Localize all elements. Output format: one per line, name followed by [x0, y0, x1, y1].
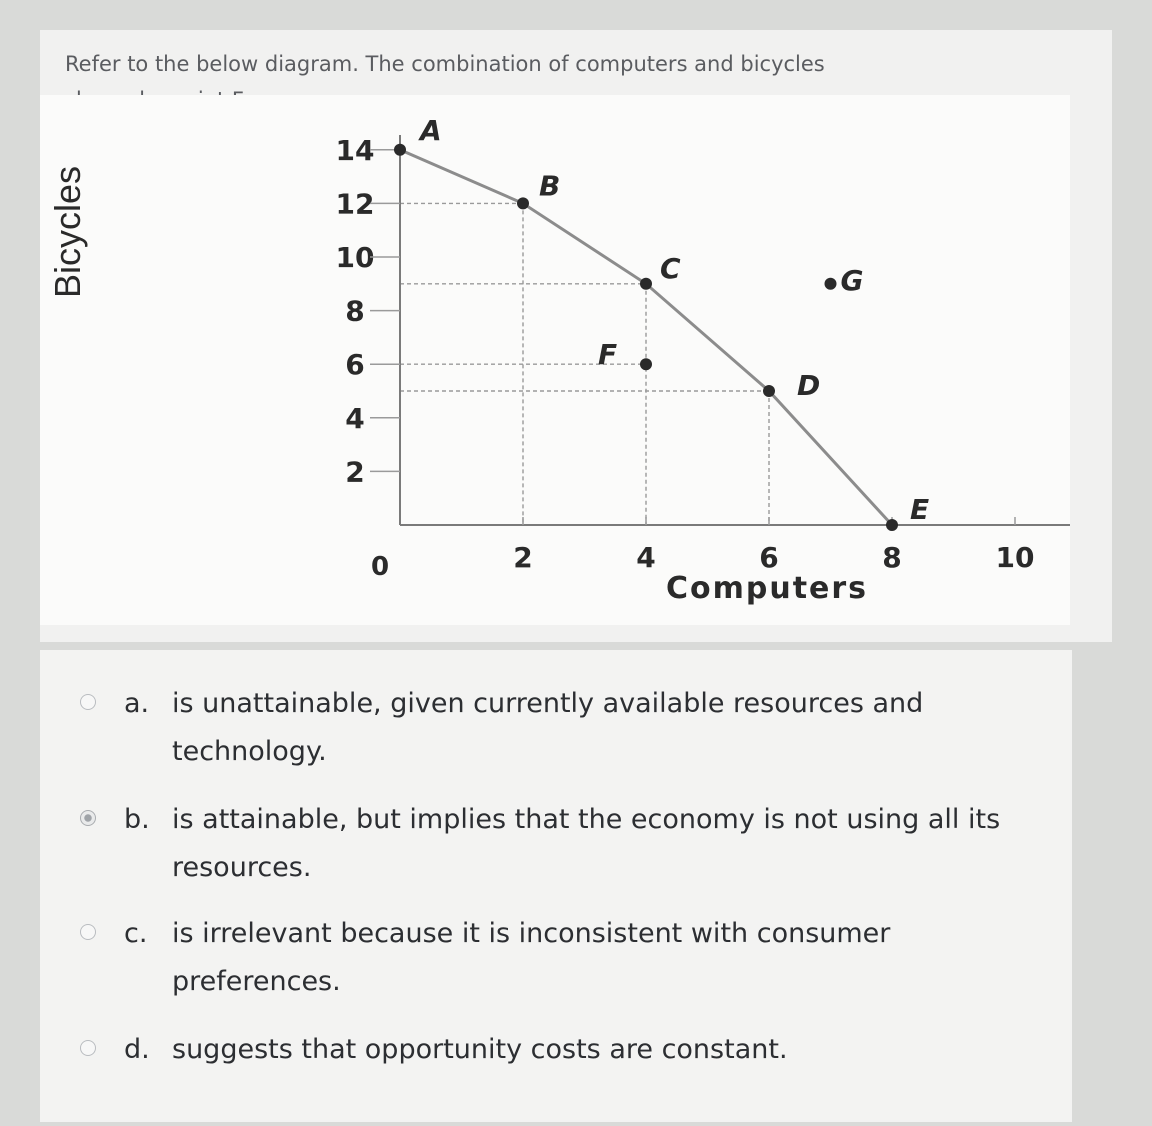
point-e-label: E	[910, 493, 930, 526]
point-f-dot	[640, 358, 652, 370]
y-tick-label: 10	[335, 241, 375, 274]
point-d-label: D	[797, 369, 821, 402]
point-e-dot	[886, 519, 898, 531]
option-d-letter: d.	[124, 1034, 150, 1065]
point-b-dot	[517, 197, 529, 209]
point-g-dot	[825, 278, 837, 290]
x-tick-label: 10	[995, 541, 1035, 574]
option-c-text: is irrelevant because it is inconsistent with consumer preferences.	[172, 918, 891, 997]
y-tick-label: 12	[335, 187, 375, 221]
y-tick-label: 4	[345, 401, 365, 435]
point-b-label: B	[539, 169, 561, 203]
option-a-text: is unattainable, given currently available resources and technology.	[172, 688, 924, 767]
grid-layer	[400, 203, 769, 525]
option-b-letter: b.	[124, 804, 150, 835]
point-c-dot	[640, 278, 652, 290]
y-axis-label: Bicycles	[47, 165, 88, 299]
x-tick-label: 6	[759, 541, 779, 574]
option-a-radio[interactable]	[80, 694, 96, 710]
ppf-diagram	[40, 95, 1070, 625]
x-axis-label: Computers	[665, 571, 869, 606]
point-a-dot	[394, 144, 406, 156]
answer-options	[40, 650, 1072, 1122]
point-f-label: F	[598, 338, 618, 372]
ppf-chart-svg	[40, 95, 1070, 625]
origin-label: 0	[370, 552, 390, 582]
point-c-label: C	[660, 251, 681, 285]
x-tick-label: 4	[636, 541, 656, 574]
y-tick-label: 14	[335, 133, 375, 167]
curve-points	[394, 114, 929, 531]
point-g-label: G	[840, 263, 864, 297]
option-c-letter: c.	[124, 918, 148, 949]
option-a-letter: a.	[124, 688, 150, 719]
question-text: Refer to the below diagram. The combination of computers and bicycles	[65, 52, 825, 76]
option-d-radio[interactable]	[80, 1040, 96, 1056]
option-d-text: suggests that opportunity costs are constant.	[172, 1034, 788, 1065]
point-d-dot	[763, 385, 775, 397]
option-b-radio[interactable]	[80, 810, 96, 826]
y-tick-labels	[336, 134, 400, 489]
option-c-radio[interactable]	[80, 924, 96, 940]
y-tick-label: 6	[345, 348, 365, 382]
x-tick-label: 8	[882, 541, 902, 574]
point-a-label: A	[420, 113, 442, 147]
y-tick-label: 2	[345, 455, 365, 489]
x-tick-label: 2	[513, 541, 533, 574]
y-tick-label: 8	[345, 294, 365, 328]
option-b-text: is attainable, but implies that the economy is not using all its resources.	[172, 804, 1001, 883]
